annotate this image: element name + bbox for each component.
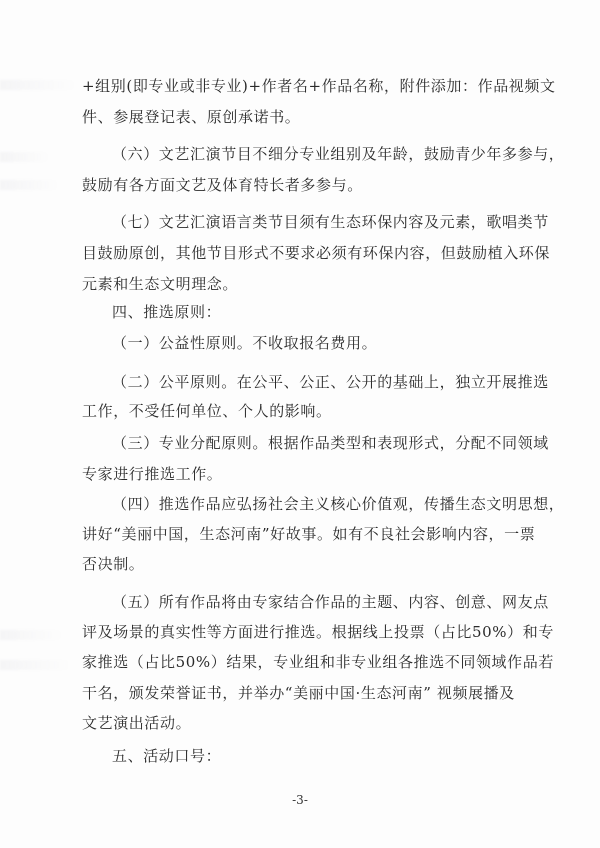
body-text-line: 鼓励有各方面文艺及体育特长者多参与。	[82, 176, 363, 194]
body-text-line: 文艺演出活动。	[82, 714, 192, 732]
body-text-line: （四）推选作品应弘扬社会主义核心价值观，传播生态文明思想，	[112, 495, 565, 513]
body-text-line: +组别(即专业或非专业)+作者名+作品名称，附件添加：作品视频文	[82, 77, 556, 95]
body-text-line: （二）公平原则。在公平、公正、公开的基础上，独立开展推选	[112, 373, 549, 391]
body-text-line: （三）专业分配原则。根据作品类型和表现形式，分配不同领域	[112, 434, 549, 452]
body-text-line: 评及场景的真实性等方面进行推选。根据线上投票（占比50%）和专	[82, 623, 554, 641]
body-text-line: （六）文艺汇演节目不细分专业组别及年龄，鼓励青少年多参与，	[112, 145, 565, 163]
show-through-mark	[0, 80, 78, 90]
body-text-line: 件、参展登记表、原创承诺书。	[82, 108, 301, 126]
page-number: -3-	[292, 793, 308, 807]
body-text-line: 工作，不受任何单位、个人的影响。	[82, 402, 332, 420]
body-text-line: （五）所有作品将由专家结合作品的主题、内容、创意、网友点	[112, 593, 549, 611]
show-through-mark	[0, 660, 72, 670]
body-text-line: 元素和生态文明理念。	[82, 275, 239, 293]
body-text-line: 目鼓励原创，其他节目形式不要求必须有环保内容，但鼓励植入环保	[82, 244, 551, 262]
body-text-line: 干名，颁发荣誉证书，并举办“美丽中国·生态河南” 视频展播及	[82, 684, 515, 702]
body-text-line: 家推选（占比50%）结果，专业组和非专业组各推选不同领域作品若	[82, 653, 554, 671]
section-heading: 四、推选原则：	[112, 303, 222, 321]
show-through-mark	[0, 180, 60, 190]
show-through-mark	[0, 630, 64, 640]
body-text-line: 讲好“美丽中国，生态河南”好故事。如有不良社会影响内容，一票	[82, 525, 536, 543]
section-heading: 五、活动口号：	[112, 747, 222, 765]
body-text-line: （七）文艺汇演语言类节目须有生态环保内容及元素，歌唱类节	[112, 213, 549, 231]
body-text-line: 否决制。	[82, 555, 145, 573]
body-text-line: 专家进行推选工作。	[82, 465, 223, 483]
show-through-mark	[0, 152, 50, 162]
body-text-line: （一）公益性原则。不收取报名费用。	[112, 334, 378, 352]
